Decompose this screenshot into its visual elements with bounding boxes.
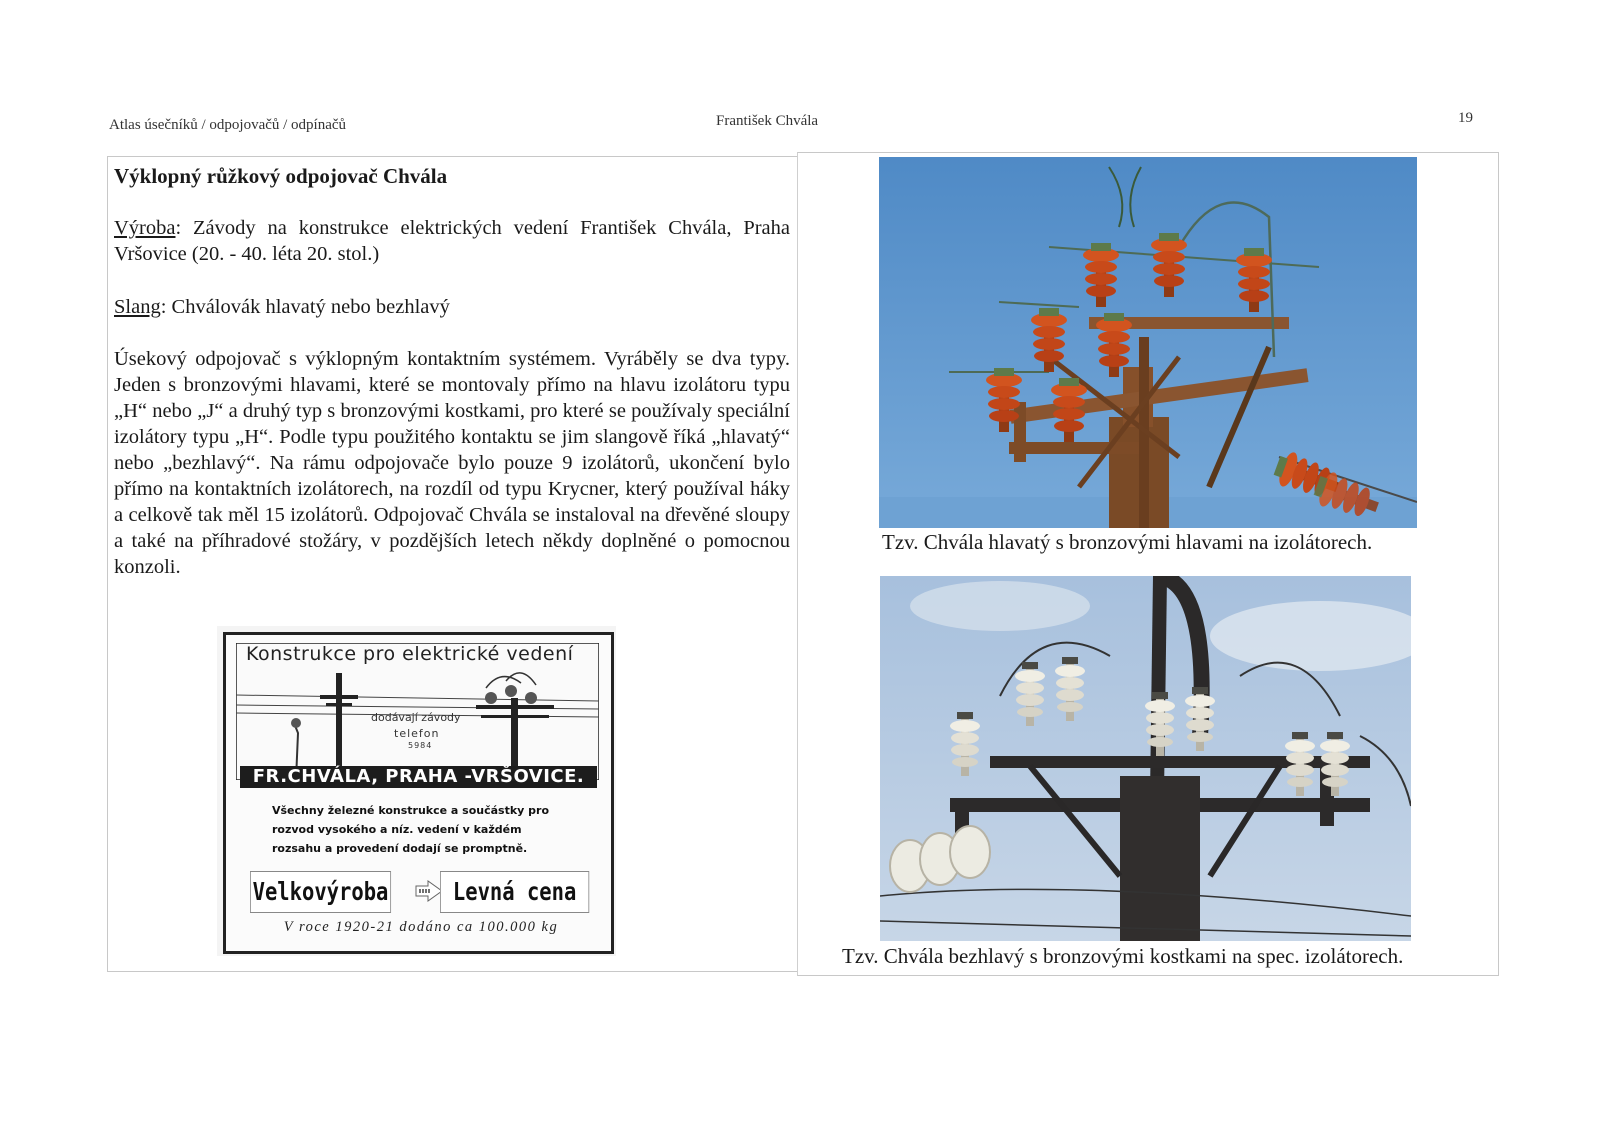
advertisement-frame xyxy=(223,632,614,954)
production-label: Výroba xyxy=(114,217,176,239)
slang-text: : Chválovák hlavatý nebo bezhlavý xyxy=(160,296,450,318)
photo-caption-bezhlavy: Tzv. Chvála bezhlavý s bronzovými kostkami na spec. izolátorech. xyxy=(842,944,1404,968)
photo-chvala-bezhlavy xyxy=(880,576,1411,941)
historic-advertisement xyxy=(217,626,616,956)
production-text: : Závody na konstrukce elektrických vedení František Chvála, Praha Vršovice (20. - 40. léta 20. stol.) xyxy=(114,217,790,265)
switch-photo-illustration-2 xyxy=(880,576,1411,941)
advertisement-small-text: dodávají závody xyxy=(371,711,461,724)
slang-paragraph xyxy=(114,294,790,320)
advertisement-telephone-label: telefon xyxy=(394,727,440,740)
advertisement-banner: FR.CHVÁLA, PRAHA -VRŠOVICE. xyxy=(240,766,597,788)
body-paragraph: Úsekový odpojovač s výklopným kontaktním systémem. Vyráběly se dva typy. Jeden s bronzovými hlavami, které se montovaly přímo na hlavu izolátoru typu „H“ nebo „J“ a druhý typ s bronzovými kostkami, pro které se používaly speciální izolátory typu „H“. Podle typu použitého kontaktu se jim slangově říká „hlavatý“ nebo „bezhlavý“. Na rámu odpojovače bylo pouze 9 izolátorů, ukončení bylo přímo na kontaktních izolátorech, na rozdíl od typu Krycner, který používal háky a celkově tak měl 15 izolátorů. Odpojovač Chvála se instaloval na dřevěné sloupy a také na příhradové stožáry, v pozdějších letech někdy doplněné o pomocnou konzoli. xyxy=(114,348,790,578)
photo-chvala-hlavaty xyxy=(879,157,1417,528)
photo-caption-hlavaty: Tzv. Chvála hlavatý s bronzovými hlavami na izolátorech. xyxy=(882,530,1373,554)
advertisement-label-right: Levná cena xyxy=(440,871,589,913)
advertisement-label-left: Velkovýroba xyxy=(250,871,391,913)
advertisement-heading: Konstrukce pro elektrické vedení xyxy=(246,643,574,665)
slang-label: Slang xyxy=(114,296,161,318)
page-number: 19 xyxy=(1458,110,1473,126)
production-paragraph xyxy=(114,215,790,267)
running-header-author: František Chvála xyxy=(716,113,819,129)
advertisement-description: Všechny železné konstrukce a součástky pro rozvod vysokého a níz. vedení v každém rozsahu a provedení dodají se promptně. xyxy=(272,804,550,855)
switch-photo-illustration xyxy=(879,157,1417,528)
article-title: Výklopný růžkový odpojovač Chvála xyxy=(114,164,448,188)
running-header-left: Atlas úsečníků / odpojovačů / odpínačů xyxy=(109,117,347,133)
advertisement-footer: V roce 1920-21 dodáno ca 100.000 kg xyxy=(283,919,559,935)
advertisement-telephone-number: 5984 xyxy=(408,741,433,750)
